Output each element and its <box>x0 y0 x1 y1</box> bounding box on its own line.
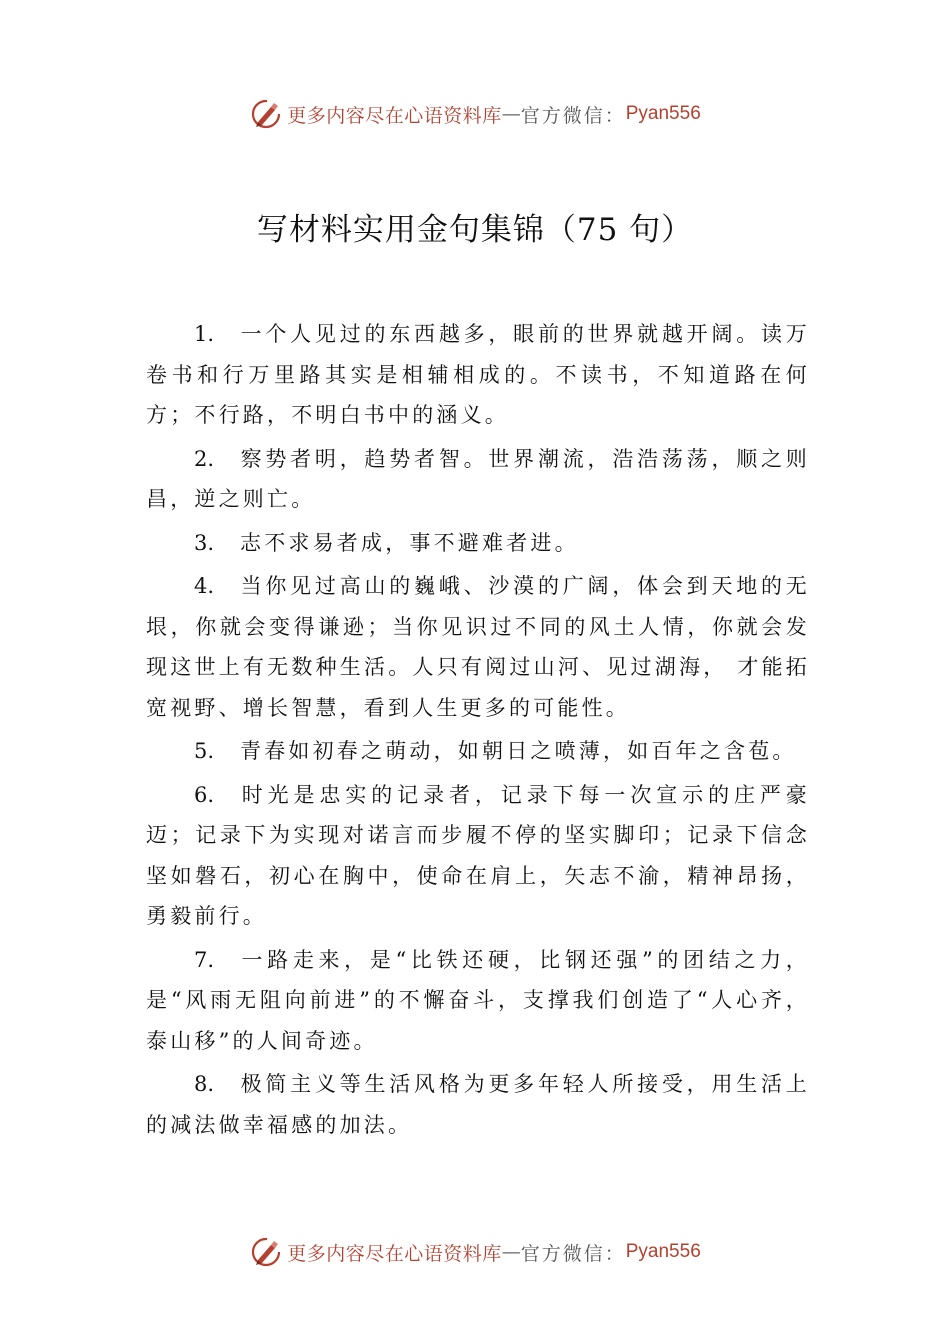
pen-logo-icon <box>249 1235 283 1269</box>
list-item <box>146 566 810 728</box>
banner-dash: — <box>501 103 521 125</box>
list-item <box>146 1064 810 1145</box>
list-item <box>146 731 810 772</box>
item-text: 一路走来，是“比铁还硬，比钢还强”的团结之力，是“风雨无阻向前进”的不懈奋斗，支撑我们创造了“人心齐，泰山移”的人间奇迹。 <box>146 947 810 1053</box>
list-item <box>146 940 810 1062</box>
banner-dash: — <box>501 1241 521 1263</box>
item-text: 青春如初春之萌动，如朝日之喷薄，如百年之含苞。 <box>240 739 797 763</box>
item-number: 7. <box>194 947 215 972</box>
item-number: 1. <box>194 322 215 346</box>
footer-banner <box>0 1232 950 1272</box>
item-text: 一个人见过的东西越多，眼前的世界就越开阔。读万卷书和行万里路其实是相辅相成的。不读书，不知道路在何方；不行路，不明白书中的涵义。 <box>146 322 810 427</box>
item-text: 当你见过高山的巍峨、沙漠的广阔，体会到天地的无垠，你就会变得谦逊；当你见识过不同的风土人情，你就会发现这世上有无数种生活。人只有阅过山河、见过湖海， 才能拓宽视野、增长智慧，看到人生更多的可能性。 <box>146 574 810 720</box>
item-text: 志不求易者成，事不避难者进。 <box>240 530 579 555</box>
item-number: 6. <box>194 782 215 807</box>
banner-text: 更多内容尽在心语资料库 <box>287 104 502 127</box>
list-item <box>146 775 810 937</box>
item-number: 3. <box>194 530 215 555</box>
banner-wechat-label: 官方微信： <box>520 104 626 127</box>
banner-wechat-id: Pyan556 <box>625 103 701 124</box>
item-text: 察势者明，趋势者智。世界潮流，浩浩荡荡，顺之则昌，逆之则亡。 <box>146 446 810 511</box>
banner-text: 更多内容尽在心语资料库 <box>287 1242 502 1265</box>
list-item <box>146 523 810 564</box>
pen-logo-icon <box>249 97 283 131</box>
banner-wechat-id: Pyan556 <box>625 1241 701 1262</box>
item-text: 时光是忠实的记录者，记录下每一次宣示的庄严豪迈；记录下为实现对诺言而步履不停的坚实脚印；记录下信念坚如磐石，初心在胸中，使命在肩上，矢志不渝，精神昂扬，勇毅前行。 <box>146 782 810 928</box>
header-banner <box>0 94 950 134</box>
item-number: 2. <box>194 446 215 471</box>
item-number: 4. <box>194 574 215 598</box>
banner-wechat-label: 官方微信： <box>520 1242 626 1265</box>
list-item <box>146 314 810 436</box>
list-item <box>146 439 810 520</box>
item-text: 极简主义等生活风格为更多年轻人所接受，用生活上的减法做幸福感的加法。 <box>146 1072 810 1137</box>
item-number: 8. <box>194 1072 215 1096</box>
page-title: 写材料实用金句集锦（75 句） <box>256 212 694 248</box>
item-number: 5. <box>194 739 215 763</box>
quote-list <box>146 314 810 1148</box>
